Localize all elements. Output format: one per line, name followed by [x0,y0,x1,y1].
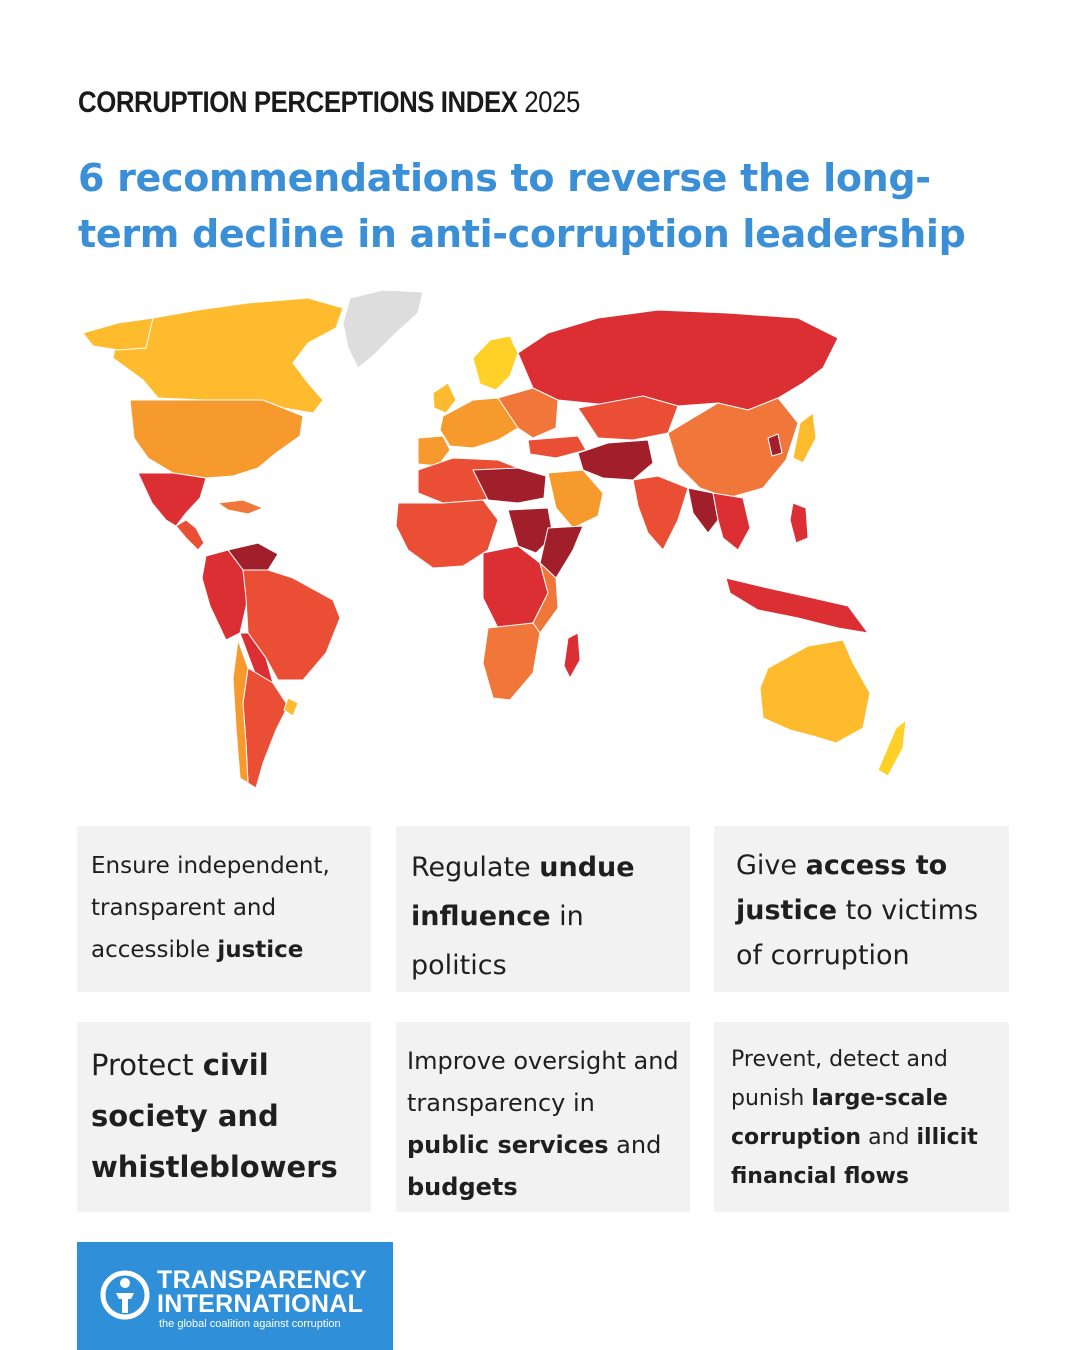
recommendation-text: Improve oversight and transparency in public services and budgets [407,1047,679,1201]
map-alaska [83,318,153,350]
recommendation-card-grand-corruption [714,1022,1009,1212]
index-year: 2025 [524,86,580,119]
index-name: CORRUPTION PERCEPTIONS INDEX [78,86,518,119]
map-turkey [528,436,586,458]
map-mexico [138,473,206,526]
recommendation-card-civil-society [77,1022,371,1212]
map-philippines [790,503,808,543]
report-title [78,86,580,120]
recommendation-card-oversight [396,1022,690,1212]
map-usa [130,400,303,478]
recommendation-card-access-to-justice [714,826,1009,992]
recommendation-text: Prevent, detect and punish large-scale corruption and illicit financial flows [731,1047,978,1189]
transparency-international-logo[interactable] [77,1242,393,1350]
logo-tagline: the global coalition against corruption [159,1318,341,1330]
map-southern-africa [483,623,540,700]
recommendation-text: Protect civil society and whistleblowers [91,1048,338,1184]
recommendation-text: Regulate undue influence in politics [411,852,635,981]
map-canada [113,298,343,413]
world-map [78,288,968,798]
headline: 6 recommendations to reverse the long-term decline in anti-corruption leadership [78,156,966,256]
map-southeast-asia [713,493,750,550]
logo-wordmark: TRANSPARENCY INTERNATIONAL [157,1266,368,1318]
map-caribbean [218,500,263,514]
map-arabian-peninsula [548,470,603,528]
recommendation-text: Ensure independent, transparent and accessible justice [91,853,330,963]
map-new-zealand [878,720,906,776]
ti-logo-icon [99,1269,151,1321]
map-madagascar [564,633,580,678]
map-uruguay [284,698,298,716]
map-argentina [243,668,288,788]
map-india [633,476,688,550]
map-central-america [176,520,204,550]
map-uk-ireland [433,383,456,413]
recommendation-text: Give access to justice to victims of corruption [736,850,979,971]
map-australia [760,640,870,743]
map-indonesia [726,578,868,633]
map-russia [518,310,838,410]
recommendation-card-undue-influence [396,826,690,992]
recommendation-card-justice [77,826,371,992]
map-iran-afghanistan [578,440,653,480]
map-greenland [343,290,423,368]
map-scandinavia [473,336,518,390]
